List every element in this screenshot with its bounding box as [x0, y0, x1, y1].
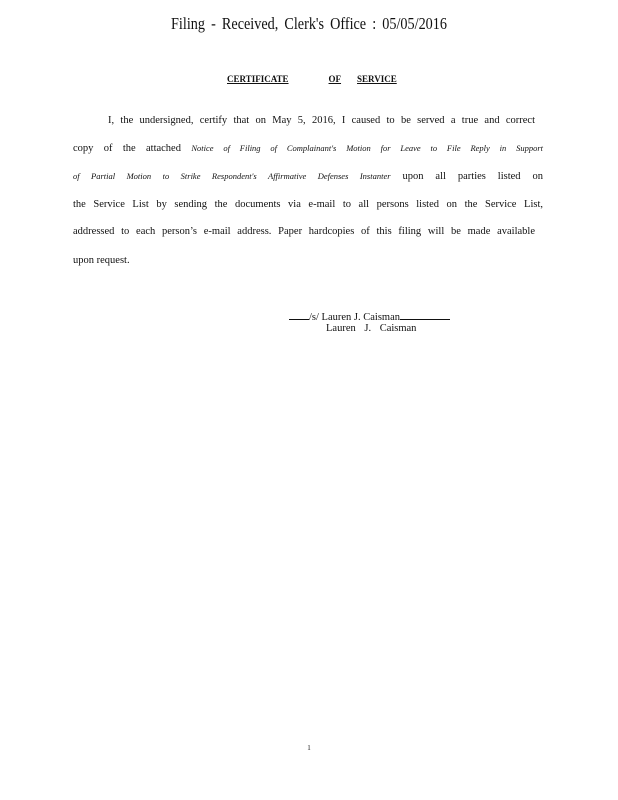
document-title-part-1: Notice of Filing of Complainant's Motion for Leave to File Reply in Support [191, 143, 543, 153]
title-word-service: SERVICE [357, 74, 397, 84]
body-line-6: upon request. [73, 255, 130, 266]
body-line-2 [73, 143, 543, 154]
filing-stamp-header: Filing - Received, Clerk's Office : 05/05/2016 [171, 14, 447, 33]
body-line-2-prefix: copy of the attached [73, 143, 192, 154]
body-line-5: addressed to each person’s e-mail address. Paper hardcopies of this filing will be made available [73, 226, 535, 237]
title-word-certificate: CERTIFICATE [227, 74, 289, 84]
signature-blank-left [289, 310, 309, 320]
page-number: 1 [307, 744, 311, 752]
signature-line [289, 310, 450, 323]
body-line-1: I, the undersigned, certify that on May 5, 2016, I caused to be served a true and correct [108, 115, 535, 126]
certificate-title [227, 74, 419, 84]
title-word-of: OF [328, 74, 342, 84]
document-title-part-2: of Partial Motion to Strike Respondent's Affirmative Defenses Instanter [73, 171, 391, 181]
signature-text: /s/ Lauren J. Caisman [309, 312, 400, 323]
body-line-3-suffix: upon all parties listed on [390, 171, 544, 182]
signature-blank-right [400, 310, 450, 320]
body-line-4: the Service List by sending the documents via e-mail to all persons listed on the Service List, [73, 199, 543, 210]
signatory-name: Lauren J. Caisman [326, 323, 417, 334]
body-line-3 [73, 171, 543, 182]
